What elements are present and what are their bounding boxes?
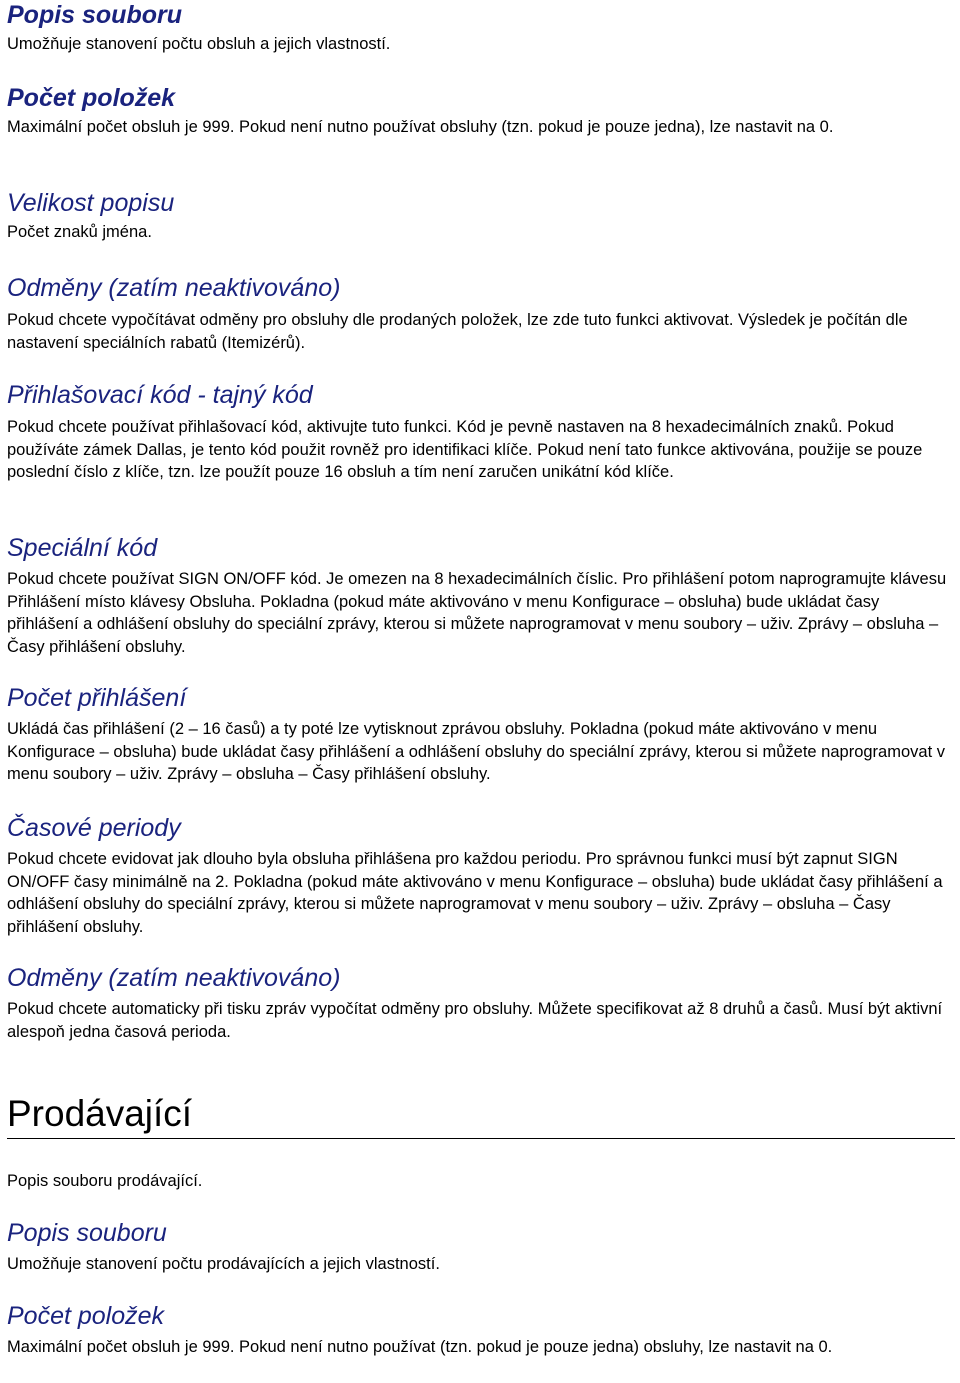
section-casove-periody [7, 813, 953, 938]
chapter-section-pocet-polozek [7, 1301, 953, 1359]
section-text: Umožňuje stanovení počtu prodávajících a jejich vlastností. [7, 1255, 440, 1273]
section-prihlasovaci-kod [7, 380, 953, 484]
section-heading: Velikost popisu [7, 189, 175, 217]
section-odmeny-2 [7, 963, 953, 1043]
section-text: Pokud chcete používat přihlašovací kód, aktivujte tuto funkci. Kód je pevně nastaven na 8 hexadecimálních znaků. Pokud používáte zámek Dallas, je tento kód použit rovněž pro identifikaci klíče. Pokud není tato funkce aktivována, použije se pouze poslední číslo z klíče, tzn. lze použít pouze 16 obsluh a tím není zaručen unikátní kód klíče. [7, 418, 923, 481]
section-heading: Časové periody [7, 814, 181, 842]
section-pocet-prihlaseni [7, 683, 953, 786]
section-text: Maximální počet obsluh je 999. Pokud není nutno používat (tzn. pokud je pouze jedna) obsluhy, lze nastavit na 0. [7, 1338, 833, 1356]
section-text: Ukládá čas přihlášení (2 – 16 časů) a ty poté lze vytisknout zprávou obsluhy. Pokladna (pokud máte aktivováno v menu Konfigurace – obsluha) bude ukládat časy přihlášení a odhlášení obsluhy do speciální zprávy, kterou si můžete naprogramovat v menu soubory – uživ. Zprávy – obsluha – Časy přihlášení obsluhy. [7, 720, 945, 783]
section-odmeny [7, 273, 953, 354]
section-heading: Odměny (zatím neaktivováno) [7, 274, 341, 302]
chapter-section-popis-souboru [7, 1218, 953, 1276]
section-popis-souboru [7, 0, 953, 56]
section-velikost-popisu [7, 188, 953, 244]
section-text: Umožňuje stanovení počtu obsluh a jejich vlastností. [7, 35, 391, 53]
section-heading: Přihlašovací kód - tajný kód [7, 381, 313, 409]
section-heading: Odměny (zatím neaktivováno) [7, 964, 341, 992]
section-text: Pokud chcete evidovat jak dlouho byla obsluha přihlášena pro každou periodu. Pro správnou funkci musí být zapnut SIGN ON/OFF časy minimálně na 2. Pokladna (pokud máte aktivováno v menu Konfigurace – obsluha) bude ukládat časy přihlášení a odhlášení obsluhy do speciální zprávy, kterou si můžete naprogramovat v menu soubory – uživ. Zprávy – obsluha – Časy přihlášení obsluhy. [7, 850, 943, 936]
section-heading: Popis souboru [7, 1219, 167, 1247]
section-heading: Počet přihlášení [7, 684, 187, 712]
section-text: Počet znaků jména. [7, 223, 152, 241]
section-heading: Speciální kód [7, 534, 158, 562]
chapter-intro-block [7, 1170, 953, 1193]
section-heading: Počet položek [7, 1302, 165, 1330]
section-heading: Počet položek [7, 84, 176, 112]
section-pocet-polozek [7, 83, 953, 139]
section-specialni-kod [7, 533, 953, 658]
chapter-title: Prodávající [7, 1093, 193, 1134]
section-text: Maximální počet obsluh je 999. Pokud není nutno používat obsluhy (tzn. pokud je pouze jedna), lze nastavit na 0. [7, 118, 834, 136]
section-text: Pokud chcete používat SIGN ON/OFF kód. Je omezen na 8 hexadecimálních číslic. Pro přihlášení potom naprogramujte klávesu Přihlášení místo klávesy Obsluha. Pokladna (pokud máte aktivováno v menu Konfigurace – obsluha) bude ukládat časy přihlášení a odhlášení obsluhy do speciální zprávy, kterou si můžete naprogramovat v menu soubory – uživ. Zprávy – obsluha – Časy přihlášení obsluhy. [7, 570, 947, 656]
section-heading: Popis souboru [7, 1, 182, 29]
chapter-divider [7, 1138, 955, 1139]
chapter-intro: Popis souboru prodávající. [7, 1172, 203, 1190]
section-text: Pokud chcete vypočítávat odměny pro obsluhy dle prodaných položek, lze zde tuto funkci aktivovat. Výsledek je počítán dle nastavení speciálních rabatů (Itemizérů). [7, 311, 908, 352]
section-text: Pokud chcete automaticky při tisku zpráv vypočítat odměny pro obsluhy. Můžete specifikovat až 8 druhů a časů. Musí být aktivní alespoň jedna časová perioda. [7, 1000, 943, 1041]
chapter-title-block [7, 1092, 953, 1136]
